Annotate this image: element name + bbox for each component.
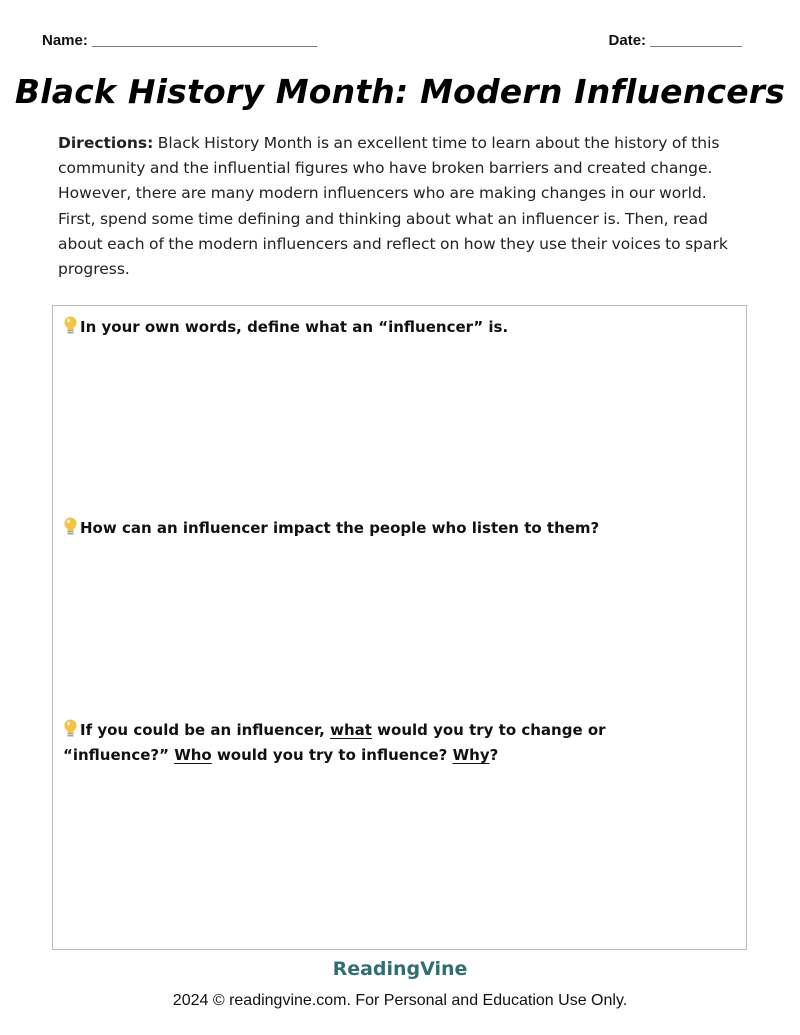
question-1-text: In your own words, define what an “influencer” is. <box>80 318 509 336</box>
question-3-text-part3: would you try to influence? <box>211 746 453 764</box>
page-title: Black History Month: Modern Influencers <box>14 72 786 111</box>
question-3-what: what <box>330 721 372 739</box>
directions-paragraph <box>58 131 748 282</box>
question-2 <box>63 516 663 541</box>
question-3 <box>63 718 663 768</box>
answer-box <box>52 305 747 950</box>
question-3-why: Why <box>452 746 490 764</box>
name-field-label: Name: ___________________________ <box>42 32 318 49</box>
lightbulb-icon <box>63 517 78 536</box>
date-field-label: Date: ___________ <box>608 32 742 49</box>
question-3-text-part4: ? <box>489 746 499 764</box>
lightbulb-icon <box>63 719 78 738</box>
question-1 <box>63 315 663 340</box>
copyright-notice: 2024 © readingvine.com. For Personal and Education Use Only. <box>172 992 628 1009</box>
header-row <box>42 32 742 49</box>
directions-label: Directions: <box>58 134 154 152</box>
readingvine-logo: ReadingVine <box>332 958 468 980</box>
question-3-who: Who <box>174 746 212 764</box>
question-2-text: How can an influencer impact the people who listen to them? <box>80 519 600 537</box>
question-3-text-part2: would you try to change or “influence?” <box>63 721 606 764</box>
lightbulb-icon <box>63 316 78 335</box>
directions-text: Black History Month is an excellent time to learn about the history of this community and the influential figures who have broken barriers and created change. However, there are many modern influencers who are making changes in our world. First, spend some time defining and thinking about what an influencer is. Then, read about each of the modern influencers and reflect on how they use their voices to spark progress. <box>58 134 728 279</box>
question-3-text-part1: If you could be an influencer, <box>80 721 331 739</box>
